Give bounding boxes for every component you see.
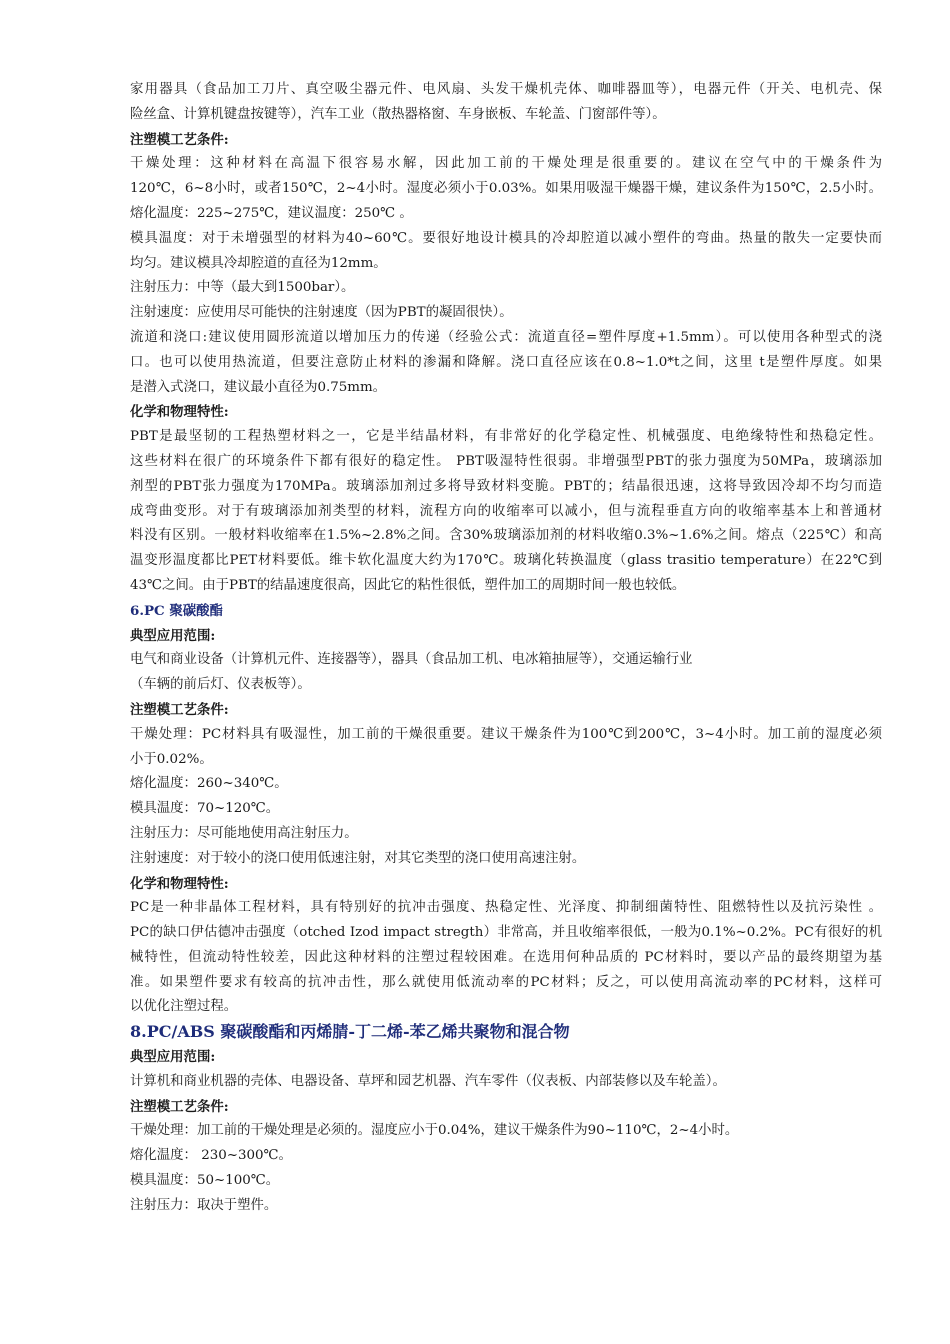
text-line: 料没有区别。一般材料收缩率在1.5%~2.8%之间。含30%玻璃添加剂的材料收缩0.3%~1.6%之间。熔点（225℃）和高	[130, 528, 882, 544]
text-line: 剂型的PBT张力强度为170MPa。玻璃添加剂过多将导致材料变脆。PBT的；结晶很迅速，这将导致因冷却不均匀而造	[130, 478, 882, 494]
text-line: 干燥处理：这种材料在高温下很容易水解，因此加工前的干燥处理是很重要的。建议在空气中的干燥条件为	[130, 156, 882, 172]
section-heading: 化学和物理特性:	[130, 404, 229, 421]
section-heading: 注塑模工艺条件:	[130, 701, 229, 718]
section-heading: 典型应用范围:	[130, 627, 216, 644]
text-line: 这些材料在很广的环境条件下都有很好的稳定性。 PBT吸湿特性很弱。非增强型PBT的张力强度为50MPa，玻璃添加	[130, 453, 882, 469]
section-heading: 注塑模工艺条件:	[130, 1098, 229, 1115]
text-line: 均匀。建议模具冷却腔道的直径为12mm。	[130, 255, 387, 271]
text-line: 是潜入式浇口，建议最小直径为0.75mm。	[130, 379, 387, 395]
text-line: 以优化注塑过程。	[130, 999, 238, 1015]
material-title: 6.PC 聚碳酸酯	[130, 602, 223, 619]
text-line: （车辆的前后灯、仪表板等）。	[130, 677, 311, 693]
text-line: PBT是最坚韧的工程热塑材料之一，它是半结晶材料，有非常好的化学稳定性、机械强度、电绝缘特性和热稳定性。	[130, 429, 882, 445]
text-line: 模具温度：对于未增强型的材料为40~60℃。要很好地设计模具的冷却腔道以减小塑件的弯曲。热量的散失一定要快而	[130, 230, 882, 246]
document-page	[130, 78, 882, 1219]
text-line: 熔化温度：225~275℃，建议温度：250℃ 。	[130, 205, 413, 221]
text-line: 注射压力：中等（最大到1500bar）。	[130, 280, 355, 296]
text-line: 干燥处理：PC材料具有吸湿性，加工前的干燥很重要。建议干燥条件为100℃到200℃，3~4小时。加工前的湿度必须	[130, 726, 882, 742]
section-heading: 注塑模工艺条件:	[130, 131, 229, 148]
text-line: 小于0.02%。	[130, 751, 213, 767]
text-line: 熔化温度： 230~300℃。	[130, 1148, 292, 1164]
text-line: 计算机和商业机器的壳体、电器设备、草坪和园艺机器、汽车零件（仪表板、内部装修以及车轮盖）。	[130, 1073, 726, 1089]
text-line: 模具温度：70~120℃。	[130, 801, 280, 817]
text-line: 熔化温度：260~340℃。	[130, 776, 288, 792]
text-line: 注射速度：对于较小的浇口使用低速注射，对其它类型的浇口使用高速注射。	[130, 850, 586, 866]
text-line: 120℃，6~8小时，或者150℃，2~4小时。湿度必须小于0.03%。如果用吸湿干燥器干燥，建议条件为150℃，2.5小时。	[130, 181, 882, 197]
text-line: 注射速度：应使用尽可能快的注射速度（因为PBT的凝固很快）。	[130, 305, 513, 321]
text-line: 注射压力：取决于塑件。	[130, 1197, 278, 1213]
text-line: 43℃之间。由于PBT的结晶速度很高，因此它的粘性很低，塑件加工的周期时间一般也较低。	[130, 577, 686, 593]
text-line: 流道和浇口:建议使用圆形流道以增加压力的传递（经验公式：流道直径=塑件厚度+1.5mm）。可以使用各种型式的浇	[130, 329, 882, 345]
material-title: 8.PC/ABS 聚碳酸酯和丙烯腈-丁二烯-苯乙烯共聚物和混合物	[130, 1022, 570, 1042]
text-line: PC的缺口伊估德冲击强度（otched Izod impact stregth）非常高，并且收缩率很低，一般为0.1%~0.2%。PC有很好的机	[130, 925, 882, 941]
text-line: 注射压力：尽可能地使用高注射压力。	[130, 825, 358, 841]
text-line: 险丝盒、计算机键盘按键等），汽车工业（散热器格窗、车身嵌板、车轮盖、门窗部件等）。	[130, 106, 666, 122]
section-heading: 典型应用范围:	[130, 1049, 216, 1066]
text-line: 成弯曲变形。对于有玻璃添加剂类型的材料，流程方向的收缩率可以减小，但与流程垂直方向的收缩率基本上和普通材	[130, 503, 882, 519]
text-line: 干燥处理：加工前的干燥处理是必须的。湿度应小于0.04%，建议干燥条件为90~110℃，2~4小时。	[130, 1123, 739, 1139]
text-line: 家用器具（食品加工刀片、真空吸尘器元件、电风扇、头发干燥机壳体、咖啡器皿等），电器元件（开关、电机壳、保	[130, 82, 882, 97]
section-heading: 化学和物理特性:	[130, 875, 229, 892]
text-line: 口。也可以使用热流道，但要注意防止材料的渗漏和降解。浇口直径应该在0.8~1.0*t之间，这里 t是塑件厚度。如果	[130, 354, 882, 370]
text-line: 温变形温度都比PET材料要低。维卡软化温度大约为170℃。玻璃化转换温度（glass trasitio temperature）在22℃到	[130, 553, 882, 569]
text-line: 模具温度：50~100℃。	[130, 1173, 280, 1189]
text-line: 械特性，但流动特性较差，因此这种材料的注塑过程较困难。在选用何种品质的 PC材料时，要以产品的最终期望为基	[130, 949, 882, 965]
text-line: 电气和商业设备（计算机元件、连接器等），器具（食品加工机、电冰箱抽屉等），交通运输行业	[130, 652, 693, 668]
text-line: PC是一种非晶体工程材料，具有特别好的抗冲击强度、热稳定性、光泽度、抑制细菌特性、阻燃特性以及抗污染性 。	[130, 900, 882, 916]
text-line: 准。如果塑件要求有较高的抗冲击性，那么就使用低流动率的PC材料；反之，可以使用高流动率的PC材料，这样可	[130, 974, 882, 990]
